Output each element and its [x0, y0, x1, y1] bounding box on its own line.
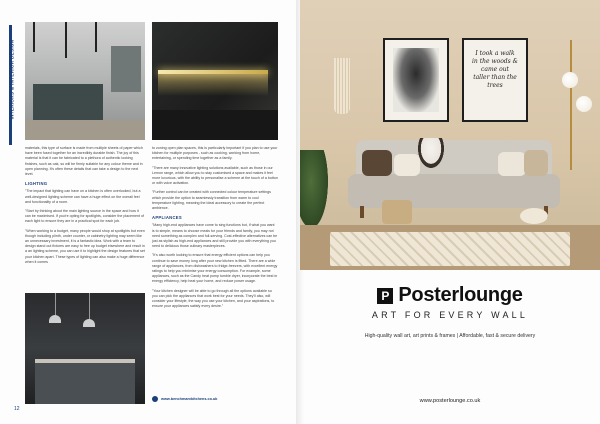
floor-lamp: [570, 40, 572, 170]
posterlounge-logo-icon: P: [377, 288, 393, 304]
lamp-bulb-icon: [576, 96, 592, 112]
dog: [418, 138, 444, 168]
section-tab: [6, 25, 16, 145]
paragraph: "The impact that lighting can have on a kitchen is often overlooked, but a well-designed lighting scheme can have a huge effect on the overall feel and functionality of a room.: [25, 189, 141, 204]
poster-art-forest: [393, 48, 439, 112]
lamp-bulb-icon: [562, 72, 578, 88]
brand-name: Posterlounge: [398, 284, 523, 306]
cushion: [362, 150, 392, 176]
kitchen-photo: [25, 22, 145, 140]
brand-logo[interactable]: [300, 284, 600, 307]
macrame-hanging: [334, 58, 350, 114]
living-room-photo: [300, 0, 600, 270]
cushion: [524, 150, 548, 176]
kitchen-island-photo: [25, 293, 145, 404]
article-column-1: [25, 146, 145, 269]
paragraph: "When working to a budget, many people would shop at spotlights but even though including plinth, under counter, or cabinetry lighting may seem like an unnecessary investment, it is a fantastic idea. Work with a team to design stand out fixtures are easy to free up budget elsewhere and result in a an lighting scheme, you can use it to highlight the design features that set your kitchen apart. These types of lighting can also make a huge difference when it comes: [25, 228, 145, 264]
article-column-2: [152, 146, 278, 313]
brand-url[interactable]: www.posterlounge.co.uk: [419, 398, 481, 404]
poster-frame-right: [462, 38, 528, 122]
paragraph: "It's also worth looking to ensure that energy efficient options can help you continue to save money long after your new kitchen is fitted. There are a wide range of appliances, from dishwashers to fridge-freezers, with excellent energy ratings to help you minimise your energy consumption. For example, some appliances, such as the Candy heat pump tumble dryer, incorporate the best in energy efficiency, help heat your home, and reduce power usage.: [152, 253, 278, 284]
pouf: [520, 208, 548, 224]
website-link[interactable]: [152, 396, 217, 402]
heading-appliances: APPLIANCES: [152, 215, 182, 221]
posterlounge-brand-block: [300, 284, 600, 339]
section-tab-label: INTERIORS & INTERIOR DESIGN: [9, 39, 15, 120]
heading-lighting: LIGHTING: [25, 181, 48, 187]
rug: [330, 232, 570, 266]
paragraph: "Further control can be created with connected colour temperature settings which provide the option to seamlessly transition from warm to cool temperature lighting, meaning the ideal accessory to create the perfect ambience.: [152, 190, 271, 211]
cushion: [498, 152, 526, 176]
paragraph: materials, this type of surface is made from multiple sheets of paper which have been fused together for an incredibly durable finish. The joy of this material is that it can be fabricated to a plethora of authentic looking finishes, such as oak, so will be firmly suitable for any colour theme and in open planning. It's often these details that can take a design to the next level.: [25, 146, 143, 177]
paragraph: "Many high-end appliances have come to sing functions but, if what you want is to simple, means to choose meals for your friends and family, you may not need something as complex and full-serving. Cost-effective alternatives can be just as stylish as high-end appliances and still provide you with everything you need to delicious those culinary masterpieces.: [152, 223, 278, 249]
website-link-text: www.benchmarxkitchens.co.uk: [161, 397, 218, 401]
cushion: [394, 154, 420, 176]
page-number: 12: [14, 406, 20, 412]
plant: [300, 150, 328, 228]
globe-icon: [152, 396, 158, 402]
basket: [382, 200, 412, 224]
poster-quote: I took a walk in the woods & came out taller than the trees: [472, 50, 518, 89]
paragraph: "Start by thinking about the main lighting source in the space and how it can be maximised. If you're opting for spotlights, consider the placement of each light to ensure they are in a practical spot for each job.: [25, 209, 144, 224]
led-lighting-photo: [152, 22, 278, 140]
brand-description: High-quality wall art, art prints & frames | Affordable, fast & secure delivery: [364, 333, 536, 339]
poster-frame-left: [383, 38, 449, 122]
brand-tagline: ART FOR EVERY WALL: [371, 310, 529, 320]
paragraph: "There are many innovative lighting solutions available, such as those in our Lemon range, which allow you to stay customised a space and makes it feel more luxurious, with the ability to personalise a scheme at the touch of a button or with voice activation.: [152, 165, 278, 186]
paragraph: "Your kitchen designer will be able to go through all the options available so you can pick the appliances that work best for your needs. They'll also, will consider your lifestyle, the way you use your kitchen, and your aspirations, to ensure your appliances satisfy every desire.": [152, 288, 275, 309]
paragraph: to zoning open plan spaces, this is particularly important if you plan to use your kitchen for multiple purposes - such as cooking, working from home, entertaining, or spending time together as a family.: [152, 146, 278, 161]
